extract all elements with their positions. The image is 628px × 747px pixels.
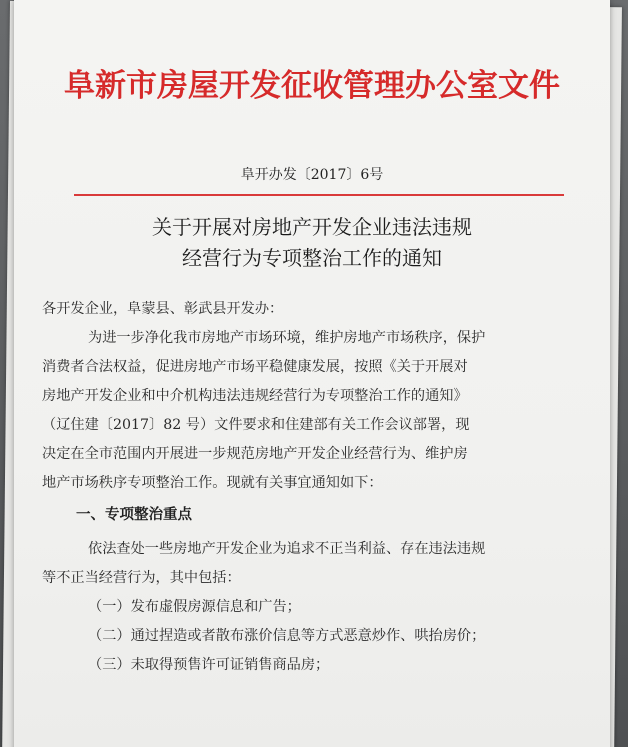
paragraph-line: 地产市场秩序专项整治工作。现就有关事宜通知如下： <box>42 475 383 491</box>
document-number: 阜开办发〔2017〕6号 <box>240 167 384 183</box>
section-intro-line: 等不正当经营行为，其中包括： <box>42 570 241 586</box>
paragraph-line: 消费者合法权益，促进房地产市场平稳健康发展，按照《关于开展对 <box>42 359 468 375</box>
document-page <box>14 0 610 747</box>
paragraph-line: 决定在全市范围内开展进一步规范房地产开发企业经营行为、维护房 <box>42 446 468 462</box>
paragraph-line: 房地产开发企业和中介机构违法违规经营行为专项整治工作的通知》 <box>42 388 468 404</box>
section-intro-line: 依法查处一些房地产开发企业为追求不正当利益、存在违法违规 <box>88 541 486 557</box>
notice-title-line-1: 关于开展对房地产开发企业违法违规 <box>152 215 472 239</box>
paragraph-line: 为进一步净化我市房地产市场环境，维护房地产市场秩序，保护 <box>88 330 486 346</box>
addressee: 各开发企业，阜蒙县、彰武县开发办： <box>42 301 284 317</box>
document-header: 阜新市房屋开发征收管理办公室文件 <box>64 68 560 104</box>
paragraph-line: （辽住建〔2017〕82 号）文件要求和住建部有关工作会议部署，现 <box>42 417 470 433</box>
red-divider <box>74 194 564 196</box>
list-item: （二）通过捏造或者散布涨价信息等方式恶意炒作、哄抬房价； <box>88 628 486 644</box>
list-item: （三）未取得预售许可证销售商品房； <box>88 657 330 673</box>
list-item: （一）发布虚假房源信息和广告； <box>88 599 301 615</box>
section-heading: 一、专项整治重点 <box>76 507 192 523</box>
notice-title-line-2: 经营行为专项整治工作的通知 <box>182 246 442 270</box>
